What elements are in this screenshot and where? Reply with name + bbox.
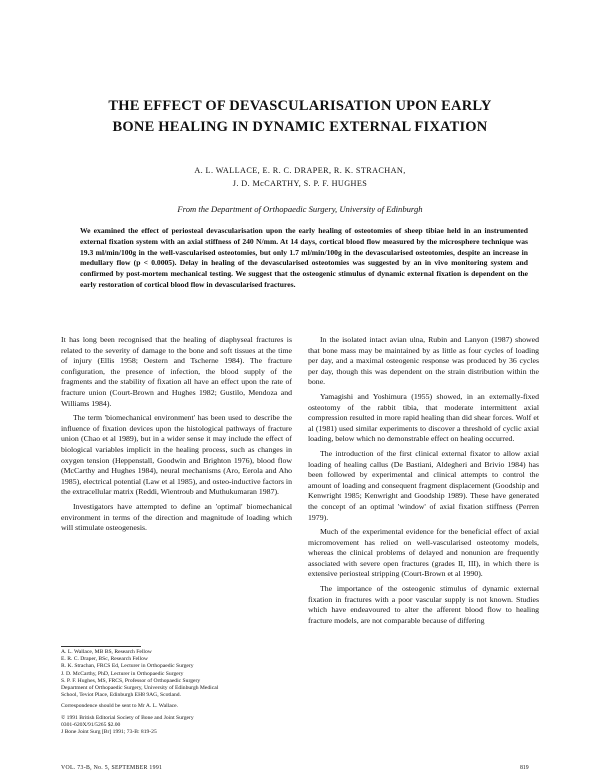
article-title-line-1: THE EFFECT OF DEVASCULARISATION UPON EARLY	[108, 98, 492, 114]
footnote-author: R. K. Strachan, FRCS Ed, Lecturer in Orthopaedic Surgery	[61, 663, 194, 670]
body-column-left	[61, 335, 292, 534]
body-paragraph: The importance of the osteogenic stimulus of dynamic external fixation in fractures with a poor vascular supply is not known. Studies which have endeavoured to alter the afferent blood flow to healing fracture models, are not comparable because of differing	[308, 584, 539, 625]
footnote-author: S. P. F. Hughes, MS, FRCS, Professor of Orthopaedic Surgery	[61, 677, 201, 684]
footnote-author: E. R. C. Draper, BSc, Research Fellow	[61, 656, 148, 663]
body-paragraph: Much of the experimental evidence for the beneficial effect of axial micromovement has relied on well-vascularised osteotomy models, whereas the clinical problems of delayed and nonunion are frequently associated with severe open fractures (grades II, III), in which there is extensive periosteal stripping (Court-Brown et al 1990).	[308, 527, 539, 579]
footnote-address: School, Teviot Place, Edinburgh EH8 9AG, Scotland.	[61, 692, 181, 699]
authors-line-2: J. D. McCARTHY, S. P. F. HUGHES	[232, 179, 368, 188]
body-paragraph: The introduction of the first clinical external fixator to allow axial loading of healing callus (De Bastiani, Aldegheri and Brivio 1984) has been followed by experimental and clinical attempts to control the amount of loading and consequent fragment displacement (Goodship and Kenwright 1985; Kenwright and Goodship 1989). These have generated the concept of an optimal 'window' of axial fixation stiffness (Perren 1979).	[308, 448, 539, 522]
abstract: We examined the effect of periosteal devascularisation upon the early healing of osteotomies of sheep tibiae held in an instrumented external fixation system with an axial stiffness of 240 N/mm. At 14 days, cortical blood flow measured by the microsphere technique was 19.3 ml/min/100g in the well-vascularised osteotomies, but only 1.7 ml/min/100g in the devascularised osteotomies, despite an increase in medullary flow (p < 0.0005). Delay in healing of the devascularised osteotomies was suggested by an in vivo monitoring system and confirmed by post-mortem mechanical testing. We suggest that the osteogenic stimulus of dynamic external fixation is dependent on the early restoration of cortical blood flow in devascularised fractures.	[80, 226, 528, 289]
body-paragraph: Yamagishi and Yoshimura (1955) showed, in an externally-fixed osteotomy of the rabbit tibia, that moderate intermittent axial compression resulted in more rapid healing than did shear forces. Wolf et al (1981) used similar experiments to discover a threshold of cyclic axial loading, below which no demonstrable effect on healing occurred.	[308, 391, 539, 444]
footnote-copyright: © 1991 British Editorial Society of Bone and Joint Surgery	[61, 714, 194, 721]
footer-page-number: 819	[520, 765, 529, 771]
footnote-author: J. D. McCarthy, PhD, Lecturer in Orthopaedic Surgery	[61, 670, 184, 677]
footnote-divider	[61, 646, 141, 647]
footnote-address: Department of Orthopaedic Surgery, University of Edinburgh Medical	[61, 685, 219, 692]
footnotes	[61, 649, 297, 736]
footer-volume: VOL. 73-B, No. 5, SEPTEMBER 1991	[61, 765, 163, 771]
footnote-author: A. L. Wallace, MB BS, Research Fellow	[61, 649, 152, 655]
article-title-line-2: BONE HEALING IN DYNAMIC EXTERNAL FIXATION	[112, 119, 488, 135]
body-paragraph: Investigators have attempted to define an 'optimal' biomechanical environment in terms of the direction and magnitude of loading which will stimulate osteogenesis.	[61, 501, 292, 533]
body-paragraph: It has long been recognised that the healing of diaphyseal fractures is related to the severity of damage to the bone and soft tissues at the time of injury (Ellis 1958; Oestern and Tscherne 1984). The fracture configuration, the presence of infection, the blood supply of the fragments and the stability of fixation all have an effect upon the rate of fracture union (Court-Brown and Hughes 1982; Gustilo, Mendoza and Williams 1984).	[61, 335, 292, 408]
body-paragraph: In the isolated intact avian ulna, Rubin and Lanyon (1987) showed that bone mass may be maintained by as little as four cycles of loading per day, and a maximal osteogenic response was produced by 36 cycles per day, though this was dependent on the strain distribution within the bone.	[308, 335, 539, 387]
authors-line-1: A. L. WALLACE, E. R. C. DRAPER, R. K. STRACHAN,	[194, 166, 406, 175]
footnote-citation: J Bone Joint Surg [Br] 1991; 73-B: 819-25	[61, 729, 157, 736]
affiliation: From the Department of Orthopaedic Surgery, University of Edinburgh	[177, 204, 423, 214]
footnote-correspondence: Correspondence should be sent to Mr A. L. Wallace.	[61, 703, 179, 710]
footnote-code: 0301-620X/91/5265 $2.00	[61, 721, 121, 728]
body-column-right	[308, 335, 539, 626]
body-paragraph: The term 'biomechanical environment' has been used to describe the influence of fixation devices upon the histological pathways of fracture union (Chao et al 1989), but in a wider sense it may include the effect of biological variables implicit in the healing process, such as changes in oxygen tension (Heppenstall, Goodwin and Brighton 1976), blood flow (McCarthy and Hughes 1984), neural mechanisms (Aro, Eerola and Aho 1985), electrical potential (Law et al 1985), and osteo-inductive factors in the extracellular matrix (Reddi, Wientroub and Muthukumaran 1987).	[61, 413, 292, 497]
